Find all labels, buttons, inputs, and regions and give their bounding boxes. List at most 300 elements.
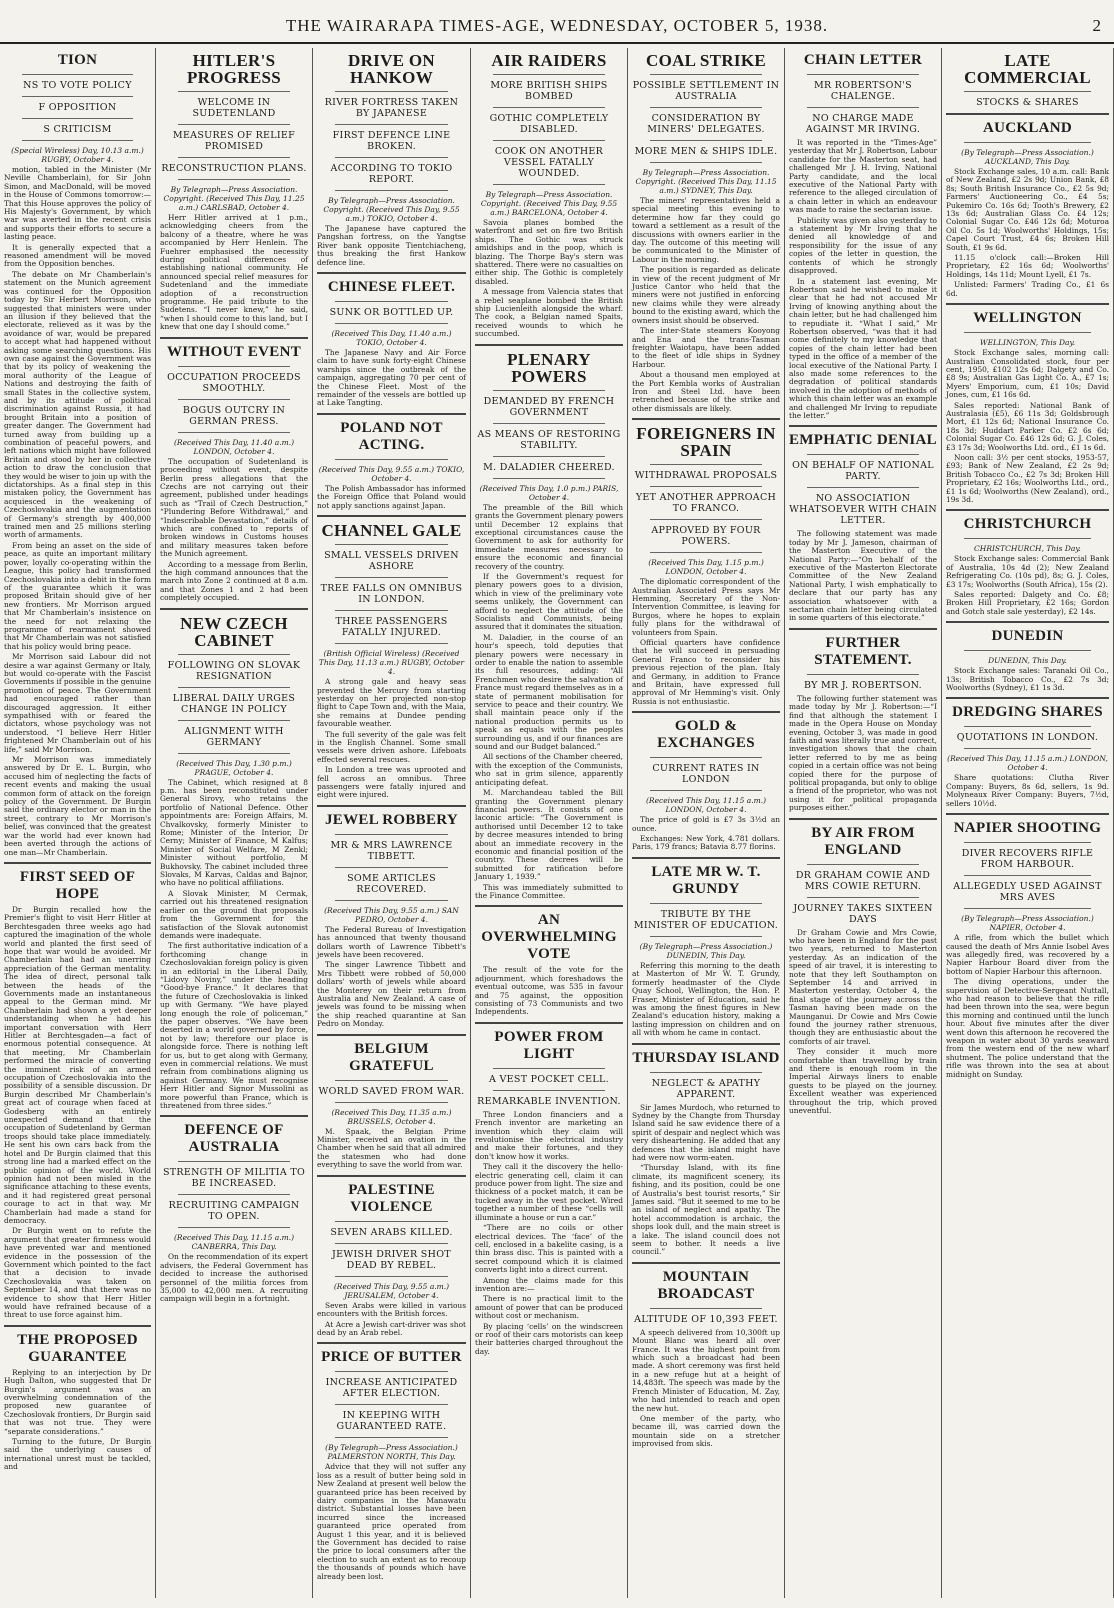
story-paragraph: The occupation of Sudetenland is proceeding without event, despite Berlin press allegations that the Czechs are not carrying out their agreement, published under headings such as “Trail of Czech Destruction,” “Plundering Before Withdrawal,” and “Indescribable Devastation,” details of which are confined to reports of broken windows in Customs houses and military measures taken before the Munich agreement. — [160, 456, 308, 559]
story-paragraph: At Acre a Jewish cart-driver was shot dead by an Arab rebel. — [317, 1319, 466, 1337]
story-divider — [160, 608, 308, 610]
story-paragraph: The preamble of the Bill which grants the Government plenary powers until December 12 explains that exceptional circumstances cause the Government to ask for authority for immediate measures necessary to ensure the economic and financial recovery of the country. — [475, 502, 623, 571]
story-paragraph: Stock Exchange sales: Taranaki Oil Co., 13s; British Tobacco Co., £2 7s 3d; Woolworths (Sydney), £1 1s 3d. — [946, 666, 1109, 693]
story-subheading: ALLEGEDLY USED AGAINST MRS AVES — [953, 881, 1102, 904]
story-dateline: WELLINGTON, This Day. — [979, 338, 1076, 348]
story-subheading: ALTITUDE OF 10,393 FEET. — [634, 1313, 778, 1325]
story-paragraph: Stock Exchange sales: Commercial Bank of Australia, 10s 4d (2); New Zealand Refrigerating Co. (10s pd), 8s; G. J. Coles, £3 17s; Woolworths (South Africa), 15s (2). — [946, 554, 1109, 589]
headline-rule — [493, 107, 605, 108]
story-divider — [946, 509, 1109, 511]
story-paragraph: M. Daladier, in the course of an hour's speech, told deputies that plenary powers were necessary in order to enable the nation to assemble its full resources, adding: “All Frenchmen who desire the salvation of France must regard themselves as in a state of permanent mobilisation for service to peace and their country. We shall maintain peace only if the national production permits us to speak as equals with the peoples surrounding us, and if our finances are sound and our Budget balanced.” — [475, 632, 623, 752]
headline-rule — [178, 1161, 290, 1162]
story-headline: JEWEL ROBBERY — [325, 811, 458, 828]
headline-rule — [335, 610, 448, 611]
story-headline: NAPIER SHOOTING — [953, 820, 1102, 837]
story-dateline: (Received This Day, 11.15 a.m.) LONDON, October 4. — [646, 796, 766, 815]
story-paragraph: Stock Exchange sales, 10 a.m. call: Bank of New Zealand, £2 2s 9d; Union Bank, £8 8s; South British Insurance Co., £2 5s 9d; Farmers' Auctioneering Co., £4 5s; Pukemiro Co. 16s 6d; Tooth's Brewery, £2 13s 6d; Australian Glass Co. £4 12s; Colonial Sugar Co. £46 12s 6d; Moturoa Oil Co. 5s 1d; Woolworths' Holdings, 15s; Capel Court Trust, £4 6s; Broken Hill South, £1 9s 6d. — [946, 167, 1109, 252]
story-paragraph: The miners' representatives held a special meeting this evening to determine how far they could go toward a settlement as a result of the discussions with owners earlier in the day. The outcome of this meeting will be communicated to the Minister of Labour in the morning. — [632, 196, 780, 264]
story-divider — [946, 303, 1109, 305]
story-subheading: JEWISH DRIVER SHOT DEAD BY REBEL. — [332, 1248, 451, 1271]
headline-rule — [493, 1068, 605, 1069]
headline-rule — [178, 366, 290, 367]
story-headline: FOREIGNERS IN SPAIN — [636, 424, 776, 461]
story-divider — [632, 711, 780, 713]
story-subheading: SMALL VESSELS DRIVEN ASHORE — [324, 550, 459, 573]
story-divider — [789, 425, 937, 427]
story-paragraph: Publicity was given also yesterday to a statement by Mr Irving that he denied all knowledge of and responsibility for the issue of any copies of the letter in question, the contents of which he strongly disapproved. — [789, 215, 937, 276]
story-headline: THURSDAY ISLAND — [632, 1049, 780, 1066]
story-headline: TION — [57, 52, 98, 68]
story-subheading: AS MEANS OF RESTORING STABILITY. — [477, 428, 621, 451]
headline-rule — [964, 650, 1091, 651]
story-subheading: RECRUITING CAMPAIGN TO OPEN. — [168, 1200, 300, 1223]
story-paragraph: Official quarters have confidence that he will succeed in persuading General Franco to reconsider his previous rejection of the plan. Italy and Germany, in addition to France and Britain, have expressed full approval of Mr Hemming's visit. Only Russia is not enthusiastic. — [632, 638, 780, 706]
headline-rule — [493, 140, 605, 141]
headline-rule — [807, 897, 919, 898]
story-subheading: ALIGNMENT WITH GERMANY — [184, 725, 284, 748]
story-paragraph: Herr Hitler arrived at 1 p.m., acknowledging cheers from the balcony of a theatre, where he was accompanied by Herr Henlein. The Fuehrer emphasised the necessity during political differences of establishing national community. He announced special relief measures for Sudetenland and the immediate adoption of a reconstruction programme. He paid tribute to the Sudetens. “I never knew,” he said, “when I should come to this land, but I knew that one day I should come.” — [160, 213, 308, 332]
headline-rule — [650, 74, 762, 75]
headline-rule — [807, 454, 919, 455]
story-headline: DEFENCE OF AUSTRALIA — [184, 1122, 284, 1156]
story-subheading: SOME ARTICLES RECOVERED. — [347, 872, 436, 895]
headline-rule — [178, 157, 290, 158]
story-paragraph: According to a message from Berlin, the high command announces that the march into Zone 2 continued at 8 a.m. and that Zones 1 and 2 had been completely occupied. — [160, 559, 308, 603]
story-headline: PRICE OF BUTTER — [321, 1349, 462, 1366]
story-headline: BY AIR FROM ENGLAND — [811, 824, 915, 858]
headline-rule — [335, 124, 448, 125]
story-dateline: By Telegraph—Press Association. Copyright. (Received This Day, 9.55 a.m.) BARCELONA, October 4. — [480, 190, 618, 217]
story-subheading: JOURNEY TAKES SIXTEEN DAYS — [793, 902, 933, 925]
headline-rule — [964, 875, 1091, 876]
story-paragraph: One member of the party, who became ill, was carried down the mountain side on a stretcher improvised from skis. — [632, 1413, 780, 1449]
headline-rule — [964, 842, 1091, 843]
story-paragraph: The inter-State steamers Kooyong and Ena and the trans-Tasman freighter Waiotapu, have been added to the fleet of idle ships in Sydney Harbour. — [632, 326, 780, 369]
headline-rule — [650, 936, 762, 937]
story-headline: AN OVERWHELMING VOTE — [481, 912, 617, 963]
story-subheading: M. DALADIER CHEERED. — [483, 461, 615, 473]
story-paragraph: “There are no coils or other electrical devices. The ‘face’ of the cell, enclosed in a bakelite casing, is a thin brass disc. This is painted with a secret compound which it is claimed converts light into a direct current. — [475, 1223, 623, 1275]
story-headline: PLENARY POWERS — [507, 349, 591, 386]
story-subheading: OCCUPATION PROCEEDS SMOOTHLY. — [167, 371, 301, 394]
headline-rule — [22, 74, 133, 75]
story-headline: DRIVE ON HANKOW — [348, 51, 435, 87]
column-7 — [942, 48, 1114, 1598]
story-paragraph: The diplomatic correspondent of the Australian Associated Press says Mr Hemming, Secretary of the Non-Intervention Committee, is leaving for Burgos, where he hopes to explain fully plans for the withdrawal of volunteers from Spain. — [632, 577, 780, 637]
story-divider — [946, 813, 1109, 815]
column-3 — [313, 48, 471, 1598]
story-divider — [946, 113, 1109, 115]
story-subheading: FOLLOWING ON SLOVAK RESIGNATION — [167, 659, 301, 682]
story-dateline: By Telegraph—Press Association. Copyright. (Received This Day, 9.55 a.m.) TOKIO, October 4. — [323, 196, 460, 223]
headline-rule — [650, 903, 762, 904]
column-6 — [785, 48, 942, 1598]
story-subheading: MORE BRITISH SHIPS BOMBED — [490, 80, 608, 102]
story-paragraph: The debate on Mr Chamberlain's statement on the Munich agreement was continued for the Opposition today by Sir Herbert Morrison, who suggested that ministers were under an illusion if they believed that the electorate, relieved as it was by the avoidance of war, would be prepared to accept what had happened without asking some searching questions. His own case against the Government was that by its policy of weakening the moral authority of the League of Nations and destroying the faith of small States in the collective system, and by its attitude of political discrimination against Russia, it had brought Britain into a position of greater danger. The Government had turned away from building up a combination of peaceful powers, and left nations which might have followed Britain and stood by her in collective action to draw the conclusion that they would be wiser to join up with the dictatorships. As a final step in this mistaken policy, the Government has acquiesced in the weakening of Czechoslovakia and the augmentation of Germany's strength by 400,000 trained men and 25 millions sterling worth of armaments. — [4, 269, 151, 540]
headline-rule — [335, 1437, 448, 1438]
story-paragraph: Advice that they will not suffer any loss as a result of butter being sold in New Zealand at present well below the guaranteed price has been received by dairy companies in the Manawatu district. Substantial losses have been incurred since the increased guaranteed price operated from August 1 this year, and it is believed the Government has decided to raise the price to local consumers after the election to such an extent as to recoup the thousands of pounds which have already been lost. — [317, 1462, 466, 1581]
story-subheading: NO CHARGE MADE AGAINST MR IRVING. — [805, 113, 921, 135]
story-headline: MOUNTAIN BROADCAST — [657, 1268, 755, 1302]
headline-rule — [335, 323, 448, 324]
story-paragraph: It was reported in the “Times-Age” yesterday that Mr J. Robertson, Labour candidate for the Masterton seat, had challenged Mr J. H. Irving, National Party candidate, and the local executive of the National Party with reference to the alleged circulation of a chain letter in which an endeavour was made to raise the sectarian issue. — [789, 138, 937, 215]
story-divider — [475, 1022, 623, 1024]
story-paragraph: The Japanese Navy and Air Force claim to have sunk forty-eight Chinese warships since the outbreak of the campaign, aggregating 70 per cent of the Chinese Fleet. Most of the remainder of the vessels are bottled up at Lake Tangting. — [317, 348, 466, 408]
story-paragraph: A Slovak Minister, M Cermak, carried out his threatened resignation earlier on the ground that proposals from the Government for the satisfaction of the Slovak autonomist demands were inadequate. — [160, 888, 308, 940]
headline-rule — [335, 1371, 448, 1372]
headline-rule — [964, 142, 1091, 143]
story-subheading: POSSIBLE SETTLEMENT IN AUSTRALIA — [632, 80, 780, 102]
headline-rule — [335, 1221, 448, 1222]
headline-rule — [807, 674, 919, 675]
story-headline: AUCKLAND — [982, 120, 1073, 136]
story-subheading: MEASURES OF RELIEF PROMISED — [172, 130, 296, 152]
story-headline: POWER FROM LIGHT — [494, 1028, 604, 1062]
story-subheading: FIRST DEFENCE LINE BROKEN. — [332, 130, 451, 152]
story-divider — [632, 1043, 780, 1045]
story-dateline: By Telegraph—Press Association. Copyright. (Received This Day, 11.25 a.m.) CARLSBAD, October 4. — [163, 185, 305, 212]
story-headline: THE PROPOSED GUARANTEE — [17, 1331, 138, 1365]
story-paragraph: Mr Morrison was immediately answered by Dr E. L. Burgin, who accused him of neglecting the facts of recent events and making the usual common form of attack on the foreign policy of the Government. Dr Burgin said the ordinary elector or man in the street, contrary to Mr Morrison's belief, was convinced that the greatest war the world had ever known had been averted through the actions of one man—Mr Chamberlain. — [4, 755, 151, 857]
headline-rule — [178, 687, 290, 688]
story-subheading: STOCKS & SHARES — [976, 97, 1079, 108]
story-dateline: (Received This Day, 1.0 p.m.) PARIS, October 4. — [479, 483, 619, 502]
story-paragraph: A message from Valencia states that a rebel seaplane bombed the British ship Lucienleith alongside the wharf. The cook, a Belgian named Spaits, received wounds to which he succumbed. — [475, 287, 623, 339]
story-paragraph: Exchanges: New York, 4.781 dollars. Paris, 179 francs; Batavia 8.77 florins. — [632, 834, 780, 852]
headline-rule — [335, 1102, 448, 1103]
headline-rule — [964, 726, 1091, 727]
story-headline: WITHOUT EVENT — [166, 343, 302, 360]
story-subheading: RIVER FORTRESS TAKEN BY JAPANESE — [324, 97, 459, 119]
story-paragraph: Sales reported: National Bank of Australasia (£5), £6 11s 3d; Goldsbrough Mort, £1 12s 6d; National Insurance Co. 18s 3d; Huddart Parker Co. £2 6s 6d; Colonial Sugar Co. £46 12s 6d; G. J. Coles, £3 17s 3d; Woolworths Ltd. ord., £1 1s 6d. — [946, 400, 1109, 452]
story-paragraph: This was immediately submitted to the Finance Committee. — [475, 882, 623, 900]
headline-rule — [335, 900, 448, 901]
story-paragraph: The following statement was made today by Mr J. Jameson, chairman of the Masterton Executive of the National Party:—“On behalf of the executive of the Masterton Electorate Committee of the New Zealand National Party, I wish emphatically to declare that our party has any association whatsoever with a sectarian chain letter being circulated in some quarters of this electorate.” — [789, 529, 937, 623]
story-dateline: DUNEDIN, This Day. — [988, 656, 1067, 666]
story-headline: LATE MR W. T. GRUNDY — [651, 863, 761, 897]
story-paragraph: Dr Burgin went on to refute the argument that greater firmness would have prevented war and mentioned evidence in the possession of the Government which pointed to the fact that a decision to invade Czechoslovakia was taken on September 14, and that there was no evidence to show that Herr Hitler would have refrained because of a threat to use force against him. — [4, 1226, 151, 1320]
story-paragraph: A strong gale and heavy seas prevented the Mercury from starting yesterday on her projected non-stop flight to Cape Town and, with the Maia, she remains at Dundee pending favourable weather. — [317, 677, 466, 729]
story-headline: CHANNEL GALE — [321, 521, 462, 541]
story-paragraph: M. Marchandeau tabled the Bill granting the Government plenary financial powers. It consists of one laconic article: “The Government is authorised until December 12 to take by decree measures intended to bring about an immediate recovery in the economic and financial position of the country. These decrees will be submitted for ratification before January 1, 1939.” — [475, 788, 623, 882]
headline-rule — [493, 423, 605, 424]
story-headline: EMPHATIC DENIAL — [789, 432, 937, 449]
story-headline: WELLINGTON — [973, 310, 1082, 327]
story-dateline: (By Telegraph—Press Association.) PALMERSTON NORTH, This Day. — [325, 1443, 458, 1462]
story-divider — [4, 862, 151, 864]
headline-rule — [650, 1308, 762, 1309]
story-divider — [317, 805, 466, 807]
headline-rule — [650, 464, 762, 465]
story-dateline: By Telegraph—Press Association. Copyright. (Received This Day, 11.15 a.m.) SYDNEY, This Day. — [635, 168, 777, 195]
story-divider — [475, 905, 623, 907]
headline-rule — [650, 486, 762, 487]
story-paragraph: The first authoritative indication of a forthcoming change in Czechoslovakian foreign policy is given in an editorial in the Liberal Daily, “Lidovy Noviny,” under the heading “Good-bye France.” It declares that the future of Czechoslovakia is linked up with Germany. “We have played long enough the role of policeman,” the paper observes. “We have been deserted in a world governed by force, not by law; therefore our place is alongside force. There is nothing left for us, but to get along with Germany, even in commercial relations. We must refrain from combinations aligning us against Germany. We must recognise Herr Hitler and Signor Mussolini as more powerful than France, which is threatened from three sides.” — [160, 941, 308, 1111]
story-subheading: ON BEHALF OF NATIONAL PARTY. — [792, 460, 934, 483]
headline-rule — [335, 1080, 448, 1081]
story-subheading: INCREASE ANTICIPATED AFTER ELECTION. — [325, 1377, 458, 1400]
story-divider — [789, 628, 937, 630]
story-subheading: STRENGTH OF MILITIA TO BE INCREASED. — [162, 1167, 306, 1190]
story-headline: GOLD & EXCHANGES — [657, 718, 755, 752]
headline-rule — [650, 140, 762, 141]
story-headline: NEW CZECH CABINET — [180, 613, 288, 650]
story-paragraph: There is no practical limit to the amount of power that can be produced without cost or mechanism. — [475, 1294, 623, 1321]
story-paragraph: The full severity of the gale was felt in the English Channel. Some small vessels were driven ashore. Lifeboats effected several rescues. — [317, 729, 466, 764]
story-subheading: WORLD SAVED FROM WAR. — [318, 1085, 465, 1097]
headline-rule — [964, 908, 1091, 909]
column-5 — [628, 48, 785, 1598]
story-paragraph: The Federal Bureau of Investigation has announced that twenty thousand dollars worth of Lawrence Tibbett's jewels have been recovered. — [317, 924, 466, 959]
story-paragraph: The result of the vote for the adjournment, which foreshadows the eventual outcome, was 535 in favour and 75 against, the opposition consisting of 73 Communists and two Independents. — [475, 965, 623, 1017]
headline-rule — [178, 179, 290, 180]
story-paragraph: The position is regarded as delicate in view of the recent judgment of Mr Justice Cantor who held that the miners were not justified in enforcing new claims while they were already bound to the existing award, which the owners insist should be observed. — [632, 265, 780, 325]
story-subheading: REMARKABLE INVENTION. — [477, 1095, 621, 1107]
story-subheading: LIBERAL DAILY URGES CHANGE IN POLICY — [172, 692, 296, 715]
story-divider — [946, 621, 1109, 623]
story-paragraph: Dr Burgin recalled how the Premier's flight to visit Herr Hitler at Berchtesgaden three weeks ago had captured the imagination of the whole world and planted the first seed of hope that war would be avoided. Mr Chamberlain had had an unerring appreciation of the German mentality. The idea of direct, personal talk between the heads of the Governments made an instantaneous appeal to the German mind. Mr Chamberlain had shown a yet deeper understanding when he had his important conversation with Herr Hitler at Berchtesgaden—a fact of enormous potential consequence. At that meeting, Mr Chamberlain performed the miracle of converting the imminent risk of an armed occupation of Czechoslovakia into the possibility of a sensible discussion. Dr Burgin described Mr Chamberlain's great act of courage when faced at Godesberg with an entirely unexpected demand that the occupation of Sudetenland by German troops should take place immediately. He sent his own cars back from the hotel and Dr Burgin claimed that this strong line had a marked effect on the public opinion of the world. World opinion had not been misled in the significance attaching to these events, and it had registered great personal courage to act in that way. Mr Chamberlain had made a stand for democracy. — [4, 904, 151, 1225]
story-divider — [317, 413, 466, 415]
headline-rule — [22, 96, 133, 97]
story-headline: PALESTINE VIOLENCE — [348, 1181, 435, 1215]
headline-rule — [335, 1276, 448, 1277]
story-paragraph: The diving operations, under the supervision of Detective-Sergeant Nuttall, who had reason to believe that the rifle had been thrown into the sea, were begun this morning and continued until the lunch hour. About five minutes after the diver went down this afternoon he recovered the weapon in water about 30 yards seaward from the western end of the new wharf shutment. The police understand that the rifle was thrown into the sea at about midnight on Sunday. — [946, 977, 1109, 1079]
story-paragraph: Stock Exchange sales, morning call: Australian Consolidated stock, four per cent, 1950, £102 12s 6d; Dalgety and Co. £8 9s; Australian Gas Light Co. A., £7 1s; Myers' Emporium, cum, £1 10s; David Jones, cum, £1 16s 6d. — [946, 348, 1109, 400]
story-paragraph: Replying to an interjection by Dr Hugh Dalton, who suggested that Dr Burgin's argument was an overwhelming condemnation of the proposed new guarantee of Czechoslovak frontiers, Dr Burgin said that was not true. They were “separate considerations.” — [4, 1367, 151, 1436]
story-divider — [632, 1262, 780, 1264]
headline-rule — [650, 790, 762, 791]
story-divider — [160, 1115, 308, 1117]
headline-rule — [493, 1090, 605, 1091]
story-subheading: BOGUS OUTCRY IN GERMAN PRESS. — [182, 404, 286, 427]
story-paragraph: The Polish Ambassador has informed the Foreign Office that Poland would not apply sanctions against Japan. — [317, 483, 466, 510]
story-divider — [317, 1034, 466, 1036]
story-paragraph: motion, tabled in the Minister (Mr Neville Chamberlain), for Sir John Simon, and MacDonald, will be moved in the House of Commons tomorrow:—That this House approves the policy of His Majesty's Government, by which war was averted in the recent crisis and supports their efforts to secure a lasting peace. — [4, 165, 151, 242]
story-dateline: (Received This Day, 11.15 a.m.) LONDON, October 4. — [947, 754, 1108, 773]
story-paragraph: Share quotations: Clutha River Company: Buyers, 8s 6d, sellers, 1s 9d. Molyneaux River Company: Buyers, 7½d, sellers 10½d. — [946, 773, 1109, 808]
story-subheading: CONSIDERATION BY MINERS' DELEGATES. — [647, 113, 765, 135]
story-divider — [317, 1342, 466, 1344]
story-headline: CHRISTCHURCH — [963, 516, 1092, 533]
story-paragraph: Three London financiers and a French inventor are marketing an invention which they claim will revolutionise the electrical industry and make their fortunes, and they don't know how it works. — [475, 1109, 623, 1161]
headline-rule — [335, 1404, 448, 1405]
headline-rule — [178, 91, 290, 92]
story-paragraph: In a statement last evening, Mr Robertson said he wished to make it clear that he had not accused Mr Irving of knowing anything about the chain letter, but he had challenged him to repudiate it. “What I said,” Mr Robertson observed, “was that it had come definitely to my knowledge that copies of the chain letter had been typed in the office of a member of the local executive of the National Party. I also made some references to the degradation of political standards involved in the adoption of methods of which this chain letter was an example and challenged Mr Irving to repudiate the letter.” — [789, 276, 937, 420]
masthead — [0, 0, 1114, 44]
story-dateline: (By Telegraph—Press Association.) AUCKLAND, This Day. — [961, 148, 1094, 166]
story-paragraph: 11.15 o'clock call:—Broken Hill Proprietary, £2 16s 6d; Woolworths' Holdings, 14s 11d; Mount Lyell, £1 7s. — [946, 253, 1109, 279]
story-subheading: YET ANOTHER APPROACH TO FRANCO. — [635, 492, 777, 515]
story-subheading: TRIBUTE BY THE MINISTER OF EDUCATION. — [633, 908, 779, 931]
story-headline: HITLER'S PROGRESS — [186, 51, 282, 87]
story-paragraph: “Thursday Island, with its fine climate, its magnificent scenery, its fishing, and its position, could be one of Australia's best tourist resorts,” Sir James said. “But it seemed to me to be an island of neglect and apathy. The hotel accommodation is archaic, the shops look dull, and the main street is a lake. The island council does not seem to bother. It needs a live council.” — [632, 1163, 780, 1257]
headline-rule — [807, 107, 919, 108]
story-divider — [160, 337, 308, 339]
headline-rule — [335, 301, 448, 302]
story-headline: AIR RAIDERS — [491, 51, 607, 70]
story-divider — [632, 418, 780, 420]
story-paragraph: A speech delivered from 10,300ft up Mount Blanc was heard all over France. It was the highest point from which such a broadcast had been made. A short ceremony was first held in a new refuge hut at a height of 14,483ft. The speech was made by the French Minister of Education, M. Zay, who had intended to reach and open the new hut. — [632, 1327, 780, 1413]
story-paragraph: From being an asset on the side of peace, as quite an important military power, loyally co-operating within the League, this policy had transformed Czechoslovakia into a debit in the form of the guarantee which it was proposed Britain should give of her new frontiers. Mr Morrison argued that Mr Chamberlain's insistence on the need for not relaxing the programme of rearmament showed that Mr Chamberlain was not satisfied that his policy would bring peace. — [4, 540, 151, 651]
story-subheading: MORE MEN & SHIPS IDLE. — [634, 146, 778, 157]
headline-rule — [22, 140, 133, 141]
headline-rule — [178, 654, 290, 655]
story-divider — [317, 515, 466, 517]
story-paragraph: The Cabinet, which resigned at 8 p.m. has been reconstituted under General Sirovy, who retains the portfolio of National Defence. Other appointments are: Foreign Affairs, M. Chvalkovsky, formerly Minister to Rome; Minister of the Interior, Dr Cerny; Minister of Finance, M Kalfus; Minister of Social Welfare, M Zenkl; Minister without portfolio, M Bukhovsky. The cabinet included three Slovaks, M Karvas, Caldas and Bajnor, who have no political affiliations. — [160, 777, 308, 888]
story-dateline: (By Telegraph—Press Association.) NAPIER, October 4. — [961, 914, 1094, 933]
story-paragraph: About a thousand men employed at the Port Kembla works of Australian Iron and Steel Ltd. have been retrenched because of the strike and other dismissals are likely. — [632, 370, 780, 413]
story-headline: DREDGING SHARES — [952, 704, 1103, 721]
story-paragraph: Dr Graham Cowie and Mrs Cowie, who have been in England for the past two years, returned to Masterton yesterday. As an indication of the speed of air travel, it is interesting to note that they left Southampton on September 14 and arrived in Masterton yesterday, October 4, the final stage of the journey across the Tasman having been made on the Maunganui. Dr Cowie and Mrs Cowie found the journey rather strenuous, though they are enthusiastic about the comforts of air travel. — [789, 927, 937, 1046]
story-subheading: NO ASSOCIATION WHATSOEVER WITH CHAIN LETTER. — [789, 493, 937, 527]
story-subheading: MR ROBERTSON'S CHALENGE. — [813, 80, 912, 102]
story-paragraph: Turning to the future, Dr Burgin said the underlying causes of international unrest must be tackled, and — [4, 1437, 151, 1472]
story-subheading: CURRENT RATES IN LONDON — [652, 763, 760, 786]
story-divider — [946, 697, 1109, 699]
story-subheading: GOTHIC COMPLETELY DISABLED. — [489, 113, 609, 135]
column-2 — [156, 48, 313, 1598]
story-divider — [789, 818, 937, 820]
story-paragraph: By placing ‘cells’ on the windscreen or roof of their cars motorists can keep their batteries charged throughout the day. — [475, 1321, 623, 1356]
headline-rule — [178, 753, 290, 754]
story-paragraph: Savoia planes bombed the waterfront and set on fire two British ships. The Gothic was struck amidships and in the poop, which is blazing. The Thorpe Bay's stern was shattered. There were no casualties on either ship. The Gothic is completely disabled. — [475, 218, 623, 286]
headline-rule — [807, 487, 919, 488]
story-paragraph: M. Spaak, the Belgian Prime Minister, received an ovation in the Chamber when he said that all admired the statesmen who had done everything to save the world from war. — [317, 1126, 466, 1170]
story-divider — [317, 1175, 466, 1177]
story-dateline: (Special Wireless) Day, 10.13 a.m.) RUGBY, October 4. — [11, 146, 144, 164]
story-headline: FURTHER STATEMENT. — [814, 634, 912, 668]
headline-rule — [807, 864, 919, 865]
headline-rule — [178, 1227, 290, 1228]
story-paragraph: A rifle, from which the bullet which caused the death of Mrs Annie Isobel Aves was allegedly fired, was recovered by a Napier Harbour Board diver from the bottom of Napier Harbour this afternoon. — [946, 933, 1109, 976]
story-subheading: APPROVED BY FOUR POWERS. — [651, 525, 761, 548]
story-paragraph: The price of gold is £7 3s 3½d an ounce. — [632, 815, 780, 833]
story-dateline: (Received This Day, 9.55 a.m.) SAN PEDRO, October 4. — [324, 905, 459, 924]
headline-rule — [964, 332, 1091, 333]
story-subheading: QUOTATIONS IN LONDON. — [956, 732, 1099, 744]
headline-rule — [335, 459, 448, 460]
story-subheading: DIVER RECOVERS RIFLE FROM HARBOUR. — [961, 848, 1094, 871]
story-headline: CHAIN LETTER — [803, 52, 923, 68]
headline-rule — [964, 748, 1091, 749]
headline-rule — [335, 91, 448, 92]
headline-rule — [178, 1194, 290, 1195]
column-1 — [0, 48, 156, 1598]
story-paragraph: Among the claims made for this invention are:— — [475, 1275, 623, 1293]
story-dateline: CHRISTCHURCH, This Day. — [974, 544, 1081, 554]
headline-rule — [650, 162, 762, 163]
story-paragraph: In London a tree was uprooted and fell across an omnibus. Three passengers were fatally injured and eight were injured. — [317, 765, 466, 800]
headline-rule — [335, 544, 448, 545]
story-dateline: (Received This Day, 1.30 p.m.) PRAGUE, October 4. — [176, 758, 292, 777]
story-subheading: A VEST POCKET CELL. — [489, 1073, 609, 1085]
story-subheading: TREE FALLS ON OMNIBUS IN LONDON. — [320, 583, 463, 606]
story-paragraph: The Japanese have captured the Pangshan fortress, on the Yangtse River bank opposite Tientchiacheng, thus breaking the first Hankow defence line. — [317, 224, 466, 267]
story-subheading: WITHDRAWAL PROPOSALS — [634, 470, 778, 482]
story-paragraph: On the recommendation of its expert advisers, the Federal Government has decided to increase the authorised personnel of the militia forces from 35,000 to 42,000 men. A recruiting campaign will begin in a fortnight. — [160, 1252, 308, 1304]
headline-rule — [650, 519, 762, 520]
story-paragraph: Sir James Murdoch, who returned to Sydney by the Changte from Thursday Island said he saw evidence there of a spirit of despair and neglect which was very disheartening. He added that any defences that the island might have had were now worm-eaten. — [632, 1102, 780, 1162]
story-divider — [475, 344, 623, 346]
story-dateline: (Received This Day, 9.55 a.m.) TOKIO, October 4. — [318, 464, 465, 483]
story-dateline: (Received This Day, 11.40 a.m.) TOKIO, October 4. — [331, 329, 452, 348]
column-4 — [471, 48, 628, 1598]
headline-rule — [493, 478, 605, 479]
headline-rule — [493, 390, 605, 391]
story-subheading: S CRITICISM — [43, 124, 112, 135]
story-headline: FIRST SEED OF HOPE — [19, 868, 136, 902]
headline-rule — [178, 399, 290, 400]
headline-rule — [650, 1072, 762, 1073]
story-paragraph: It is generally expected that a reasoned amendment will be moved from the Opposition benches. — [4, 242, 151, 269]
story-paragraph: They consider it much more comfortable than travelling by train and there is enough room in the Imperial Airways liners to enable guests to be played on the journey. Excellent weather was experienced throughout the trip, which proved uneventful. — [789, 1047, 937, 1116]
story-paragraph: Seven Arabs were killed in various encounters with the British forces. — [317, 1300, 466, 1319]
story-subheading: THREE PASSENGERS FATALLY INJURED. — [335, 616, 448, 639]
story-paragraph: Mr Morrison said Labour did not desire a war against Germany or Italy, but would co-operate with the Fascist Governments if possible in the genuine promotion of peace. The Government had encouraged rather than discouraged aggression. It either sympathised with or feared the dictators, whose psychology was not understood. “I believe Herr Hitler frightened Mr Chamberlain out of his life,” said Mr Morrison. — [4, 652, 151, 754]
headline-rule — [650, 757, 762, 758]
story-subheading: F OPPOSITION — [38, 102, 117, 113]
story-divider — [317, 272, 466, 274]
newspaper-title: THE WAIRARAPA TIMES-AGE, WEDNESDAY, OCTOBER 5, 1938. — [285, 16, 829, 35]
headline-rule — [22, 118, 133, 119]
story-subheading: RECONSTRUCTION PLANS. — [161, 163, 307, 174]
story-subheading: DR GRAHAM COWIE AND MRS COWIE RETURN. — [795, 869, 931, 892]
headline-rule — [493, 184, 605, 185]
headline-rule — [335, 577, 448, 578]
headline-rule — [964, 538, 1091, 539]
headline-rule — [335, 643, 448, 644]
story-dateline: (Received This Day, 11.35 a.m.) BRUSSELS, October 4. — [331, 1107, 452, 1126]
story-headline: LATE COMMERCIAL — [964, 51, 1091, 87]
story-headline: CHINESE FLEET. — [327, 279, 456, 296]
story-paragraph: The singer Lawrence Tibbett and Mrs Tibbett were robbed of 50,000 dollars' worth of jewels while aboard the Monterey on their return from Australia and New Zealand. A case of jewels was found to be missing when the ship reached quarantine at San Pedro on Monday. — [317, 960, 466, 1029]
story-paragraph: Unlisted: Farmers' Trading Co., £1 6s 6d. — [946, 280, 1109, 298]
story-dateline: (Received This Day, 11.40 a.m.) LONDON, October 4. — [174, 437, 294, 456]
headline-rule — [964, 91, 1091, 92]
story-headline: COAL STRIKE — [646, 51, 766, 70]
story-headline: DUNEDIN — [991, 628, 1064, 645]
headline-rule — [178, 720, 290, 721]
headline-rule — [650, 107, 762, 108]
headline-rule — [178, 124, 290, 125]
story-paragraph: Noon call: 3½ per cent stocks, 1953-57, £93; Bank of New Zealand, £2 2s 9d; British Tobacco Co., £2 7s 3d; Broken Hill Proprietary, £2 16s; Woolworths Ltd., ord., £1 1s 6d; Woolworths (New Zealand), ord., 19s 3d. — [946, 452, 1109, 504]
story-subheading: MR & MRS LAWRENCE TIBBETT. — [330, 839, 453, 862]
story-dateline: (Received This Day, 11.15 a.m.) CANBERRA, This Day. — [174, 1233, 294, 1252]
story-paragraph: Referring this morning to the death at Masterton of Mr W. T. Grundy, formerly headmaster of the Clyde Quay School, Wellington, the Hon. P. Fraser, Minister of Education, said he was among the finest figures in New Zealand's education history, making a lasting impression on children and on all with whom he came in contact. — [632, 960, 780, 1038]
story-subheading: ACCORDING TO TOKIO REPORT. — [330, 163, 453, 185]
story-divider — [632, 857, 780, 859]
story-subheading: COOK ON ANOTHER VESSEL FATALLY WOUNDED. — [494, 146, 604, 179]
headline-rule — [335, 190, 448, 191]
page-number: 2 — [1092, 16, 1102, 35]
story-subheading: WELCOME IN SUDETENLAND — [192, 97, 276, 119]
story-paragraph: They call it the discovery the hello-electric generating cell, claim it can produce power from light. The size and thickness of a pocket match, it can be tucked away in the vest pocket. Wired together a number of these “cells will illuminate a house or run a car.” — [475, 1162, 623, 1222]
story-subheading: SUNK OR BOTTLED UP. — [329, 307, 454, 319]
story-divider — [4, 1325, 151, 1327]
story-dateline: (By Telegraph—Press Association.) DUNEDIN, This Day. — [639, 941, 773, 960]
story-subheading: IN KEEPING WITH GUARANTEED RATE. — [336, 1410, 447, 1433]
story-subheading: NEGLECT & APATHY APPARENT. — [651, 1077, 761, 1100]
headline-rule — [493, 74, 605, 75]
headline-rule — [335, 867, 448, 868]
headline-rule — [178, 432, 290, 433]
story-paragraph: Sales reported: Dalgety and Co. £8; Broken Hill Proprietary, £2 16s; Gordon and Gotch stale sale yesterday), £2 14s. — [946, 590, 1109, 616]
story-subheading: NS TO VOTE POLICY — [23, 80, 132, 91]
story-paragraph: The following further statement was made today by Mr J. Robertson:—“I find that although the statement I made in the Opera House on Monday evening, October 3, was made in good faith and was literally true and correct, investigation shows that the chain letter referred to by me as being copied in a certain office was not being copied there for the purpose of political propaganda, but only to oblige a friend of the proprietor, who was not using it for political propaganda purposes either.” — [789, 693, 937, 813]
story-subheading: DEMANDED BY FRENCH GOVERNMENT — [483, 395, 615, 418]
headline-rule — [335, 834, 448, 835]
story-paragraph: All sections of the Chamber cheered, with the exception of the Communists, who sat in grim silence, apparently anticipating defeat. — [475, 752, 623, 787]
